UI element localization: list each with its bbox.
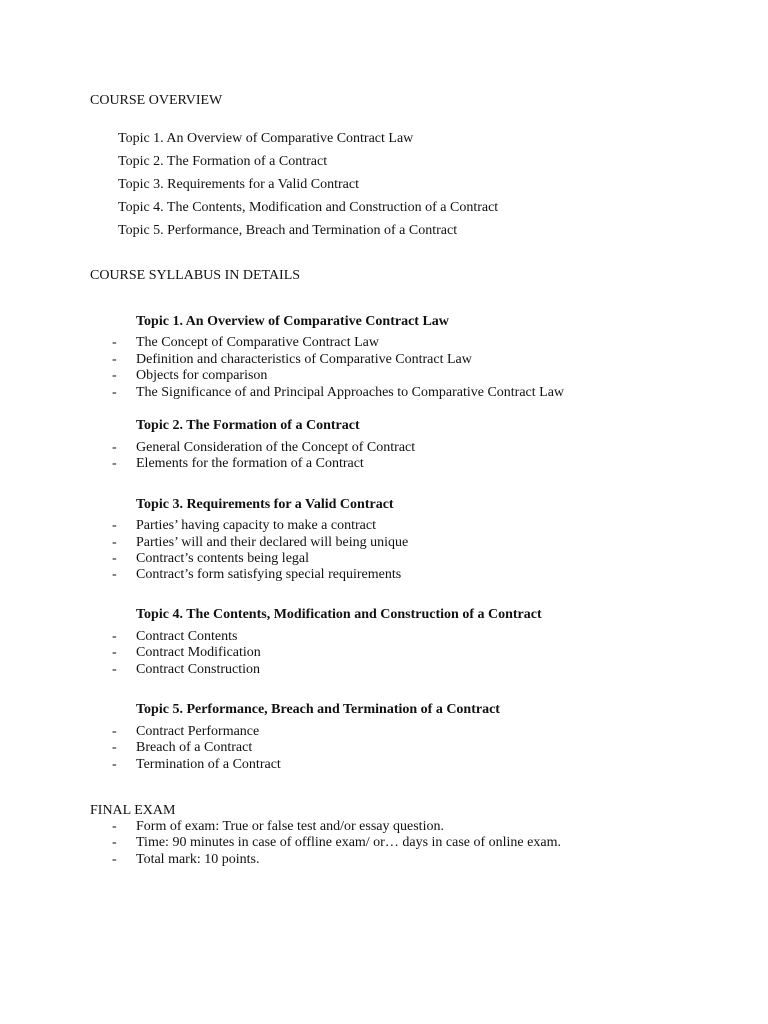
list-item-text: Total mark: 10 points.: [136, 852, 260, 867]
bullet-dash: -: [112, 368, 117, 383]
bullet-dash: -: [112, 551, 117, 566]
topic-3-title: Topic 3. Requirements for a Valid Contract: [136, 497, 394, 512]
bullet-dash: -: [112, 456, 117, 471]
list-item-text: Contract Construction: [136, 662, 261, 677]
list-item-text: Form of exam: True or false test and/or essay question.: [136, 819, 444, 834]
bullet-dash: -: [112, 440, 117, 455]
overview-item-1: Topic 1. An Overview of Comparative Contract Law: [118, 131, 414, 146]
list-item-text: The Significance of and Principal Approaches to Comparative Contract Law: [136, 385, 565, 400]
overview-item-5: Topic 5. Performance, Breach and Termination of a Contract: [118, 223, 458, 238]
bullet-dash: -: [112, 852, 117, 867]
list-item-text: Definition and characteristics of Comparative Contract Law: [136, 352, 472, 367]
list-item-text: Parties’ will and their declared will being unique: [136, 535, 409, 550]
list-item-text: Contract Contents: [136, 629, 238, 644]
topic-5-title: Topic 5. Performance, Breach and Termination of a Contract: [136, 702, 500, 717]
list-item-text: The Concept of Comparative Contract Law: [136, 335, 379, 350]
list-item-text: Objects for comparison: [136, 368, 268, 383]
course-overview-heading: COURSE OVERVIEW: [90, 93, 223, 108]
list-item-text: General Consideration of the Concept of Contract: [136, 440, 416, 455]
overview-item-2: Topic 2. The Formation of a Contract: [118, 154, 328, 169]
bullet-dash: -: [112, 518, 117, 533]
list-item-text: Elements for the formation of a Contract: [136, 456, 364, 471]
bullet-dash: -: [112, 385, 117, 400]
list-item-text: Parties’ having capacity to make a contract: [136, 518, 376, 533]
overview-item-3: Topic 3. Requirements for a Valid Contract: [118, 177, 359, 192]
list-item-text: Time: 90 minutes in case of offline exam/ or… days in case of online exam.: [136, 835, 561, 850]
bullet-dash: -: [112, 645, 117, 660]
bullet-dash: -: [112, 662, 117, 677]
bullet-dash: -: [112, 335, 117, 350]
bullet-dash: -: [112, 819, 117, 834]
bullet-dash: -: [112, 835, 117, 850]
list-item-text: Contract Modification: [136, 645, 261, 660]
bullet-dash: -: [112, 724, 117, 739]
final-exam-heading: FINAL EXAM: [90, 803, 176, 818]
bullet-dash: -: [112, 535, 117, 550]
list-item-text: Termination of a Contract: [136, 757, 281, 772]
bullet-dash: -: [112, 740, 117, 755]
topic-1-title: Topic 1. An Overview of Comparative Contract Law: [136, 314, 449, 329]
list-item-text: Contract’s form satisfying special requirements: [136, 567, 402, 582]
list-item-text: Breach of a Contract: [136, 740, 253, 755]
topic-4-title: Topic 4. The Contents, Modification and Construction of a Contract: [136, 607, 542, 622]
list-item-text: Contract Performance: [136, 724, 260, 739]
bullet-dash: -: [112, 629, 117, 644]
overview-item-4: Topic 4. The Contents, Modification and Construction of a Contract: [118, 200, 499, 215]
topic-2-title: Topic 2. The Formation of a Contract: [136, 418, 360, 433]
bullet-dash: -: [112, 757, 117, 772]
list-item-text: Contract’s contents being legal: [136, 551, 310, 566]
bullet-dash: -: [112, 352, 117, 367]
bullet-dash: -: [112, 567, 117, 582]
course-syllabus-heading: COURSE SYLLABUS IN DETAILS: [90, 268, 301, 283]
